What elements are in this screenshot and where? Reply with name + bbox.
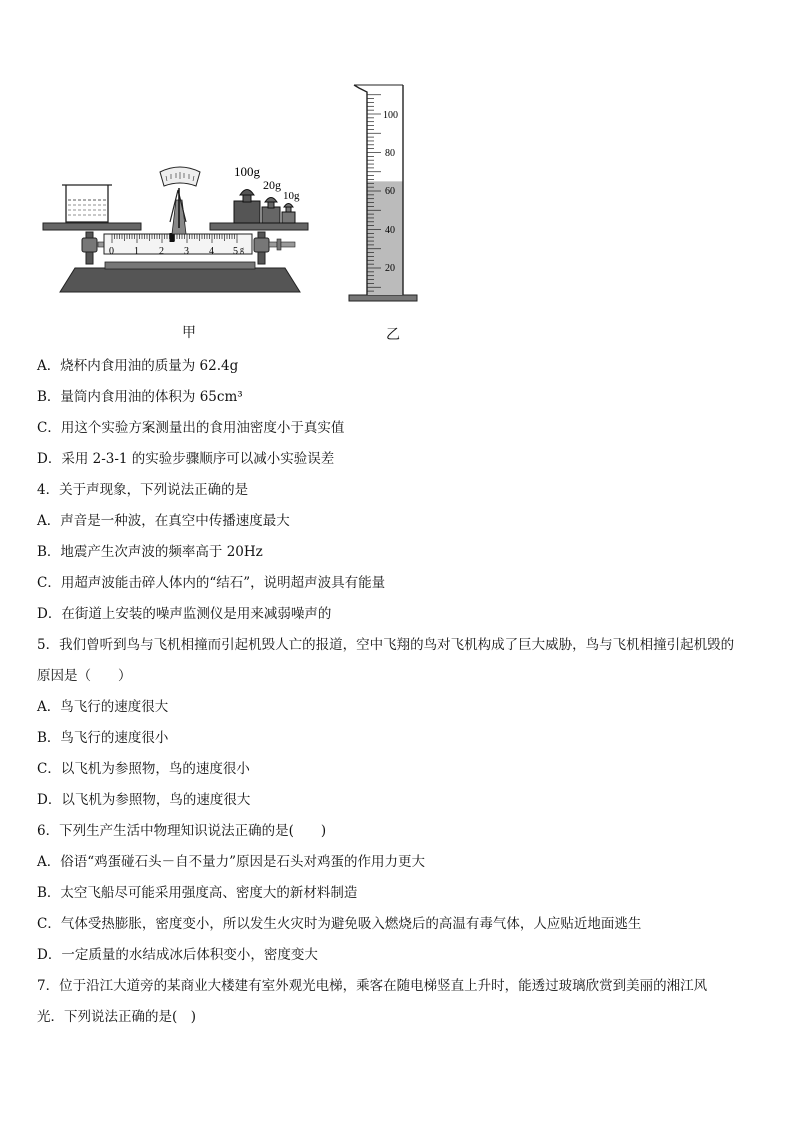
question-5-line1: 5．我们曾听到鸟与飞机相撞而引起机毁人亡的报道，空中飞翔的鸟对飞机构成了巨大威胁，鸟与飞机相撞引起机毁的 (37, 637, 735, 653)
cylinder-mark-40: 40 (385, 225, 395, 236)
option-6c: C．气体受热膨胀，密度变小，所以发生火灾时为避免吸入燃烧后的高温有毒气体，人应贴近地面逃生 (37, 916, 642, 932)
cylinder-caption: 乙 (386, 327, 400, 343)
option-5b: B．鸟飞行的速度很小 (37, 730, 169, 746)
scale-unit: g (240, 245, 244, 254)
scale-number-4: 4 (209, 246, 214, 257)
cylinder-mark-20: 20 (385, 263, 395, 274)
option-5a: A．鸟飞行的速度很大 (37, 699, 169, 715)
option-3c: C．用这个实验方案测量出的食用油密度小于真实值 (37, 420, 345, 436)
option-6d: D．一定质量的水结成冰后体积变小，密度变大 (37, 947, 318, 963)
beaker-icon (62, 185, 112, 222)
option-4a: A．声音是一种波，在真空中传播速度最大 (37, 513, 290, 529)
weight-100g-label: 100g (234, 164, 260, 179)
question-5-line2: 原因是（ ） (37, 668, 132, 684)
option-5d: D．以飞机为参照物，鸟的速度很大 (37, 792, 251, 808)
scale-number-0: 0 (109, 246, 114, 257)
scale-number-3: 3 (184, 246, 189, 257)
option-4c: C．用超声波能击碎人体内的“结石”，说明超声波具有能量 (37, 575, 386, 591)
cylinder-mark-60: 60 (385, 186, 395, 197)
cylinder-mark-100: 100 (383, 110, 398, 121)
figure-area (0, 0, 794, 345)
question-4: 4．关于声现象，下列说法正确的是 (37, 482, 249, 498)
option-3d: D．采用 2-3-1 的实验步骤顺序可以减小实验误差 (37, 451, 335, 467)
weight-10g-icon (282, 204, 295, 224)
weight-20g-label: 20g (263, 178, 281, 192)
option-4d: D．在街道上安装的噪声监测仪是用来减弱噪声的 (37, 606, 332, 622)
cylinder-mark-80: 80 (385, 148, 395, 159)
question-7-line1: 7．位于沿江大道旁的某商业大楼建有室外观光电梯，乘客在随电梯竖直上升时，能透过玻璃欣赏到美丽的湘江风 (37, 978, 708, 994)
scale-number-5: 5 (233, 246, 238, 257)
weight-10g-label: 10g (283, 190, 300, 202)
scale-number-1: 1 (134, 246, 139, 257)
balance-diagram (43, 164, 308, 292)
question-6: 6．下列生产生活中物理知识说法正确的是( ) (37, 823, 327, 839)
balance-caption: 甲 (182, 325, 196, 341)
weight-20g-icon (262, 198, 280, 224)
question-7-line2: 光．下列说法正确的是( ) (37, 1009, 197, 1025)
measuring-cylinder-diagram (349, 85, 417, 301)
option-3a: A．烧杯内食用油的质量为 62.4g (37, 358, 239, 374)
option-6a: A．俗语“鸡蛋碰石头－自不量力”原因是石头对鸡蛋的作用力更大 (37, 854, 426, 870)
question-text (37, 351, 767, 1033)
option-5c: C．以飞机为参照物，鸟的速度很小 (37, 761, 250, 777)
option-3b: B．量筒内食用油的体积为 65cm³ (37, 389, 243, 405)
option-4b: B．地震产生次声波的频率高于 20Hz (37, 544, 263, 560)
weight-100g-icon (234, 190, 260, 224)
experiment-figure (0, 0, 794, 345)
scale-number-2: 2 (159, 246, 164, 257)
option-6b: B．太空飞船尽可能采用强度高、密度大的新材料制造 (37, 885, 358, 901)
